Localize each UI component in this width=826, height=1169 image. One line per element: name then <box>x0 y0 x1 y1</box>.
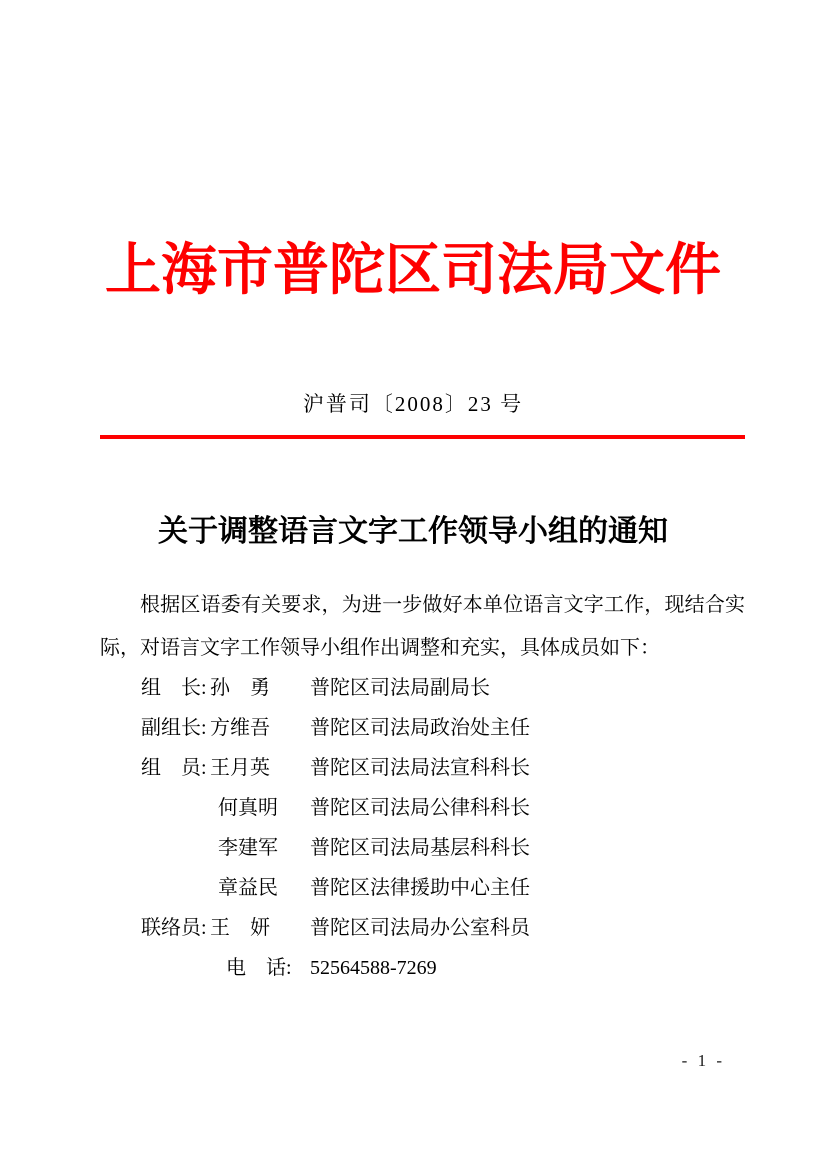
member-row <box>100 948 745 988</box>
document-number: 沪普司〔2008〕23 号 <box>302 392 524 416</box>
member-row <box>100 668 745 708</box>
member-row <box>100 828 745 868</box>
member-title: 普陀区司法局办公室科员 <box>310 917 530 939</box>
member-name: 孙 勇 <box>210 677 270 699</box>
member-title: 普陀区司法局法宣科科长 <box>310 757 530 779</box>
member-row <box>100 708 745 748</box>
member-title: 普陀区司法局副局长 <box>310 677 490 699</box>
member-row <box>100 908 745 948</box>
member-title: 普陀区司法局公律科科长 <box>310 797 530 819</box>
member-row <box>100 868 745 908</box>
member-role-label: 组 员: <box>141 757 207 779</box>
member-title: 普陀区司法局政治处主任 <box>310 717 530 739</box>
member-name: 章益民 <box>218 877 278 899</box>
page-number: - 1 - <box>681 1051 725 1070</box>
member-name: 李建军 <box>218 837 278 859</box>
member-list <box>100 668 745 988</box>
phone-number: 52564588-7269 <box>310 957 437 979</box>
phone-label: 电 话: <box>226 957 292 979</box>
member-title: 普陀区法律援助中心主任 <box>310 877 530 899</box>
member-role-label: 组 长: <box>141 677 207 699</box>
member-row <box>100 748 745 788</box>
document-title: 关于调整语言文字工作领导小组的通知 <box>158 515 668 548</box>
member-name: 何真明 <box>218 797 278 819</box>
red-divider-line <box>100 435 745 439</box>
member-row <box>100 788 745 828</box>
member-name: 王 妍 <box>210 917 270 939</box>
member-role-label: 副组长: <box>141 717 207 739</box>
member-name: 王月英 <box>210 757 270 779</box>
member-name: 方维吾 <box>210 717 270 739</box>
body-paragraph: 根据区语委有关要求，为进一步做好本单位语言文字工作，现结合实际，对语言文字工作领导小组作出调整和充实，具体成员如下： <box>100 594 745 659</box>
member-title: 普陀区司法局基层科科长 <box>310 837 530 859</box>
member-role-label: 联络员: <box>141 917 207 939</box>
masthead-title: 上海市普陀区司法局文件 <box>105 240 721 302</box>
